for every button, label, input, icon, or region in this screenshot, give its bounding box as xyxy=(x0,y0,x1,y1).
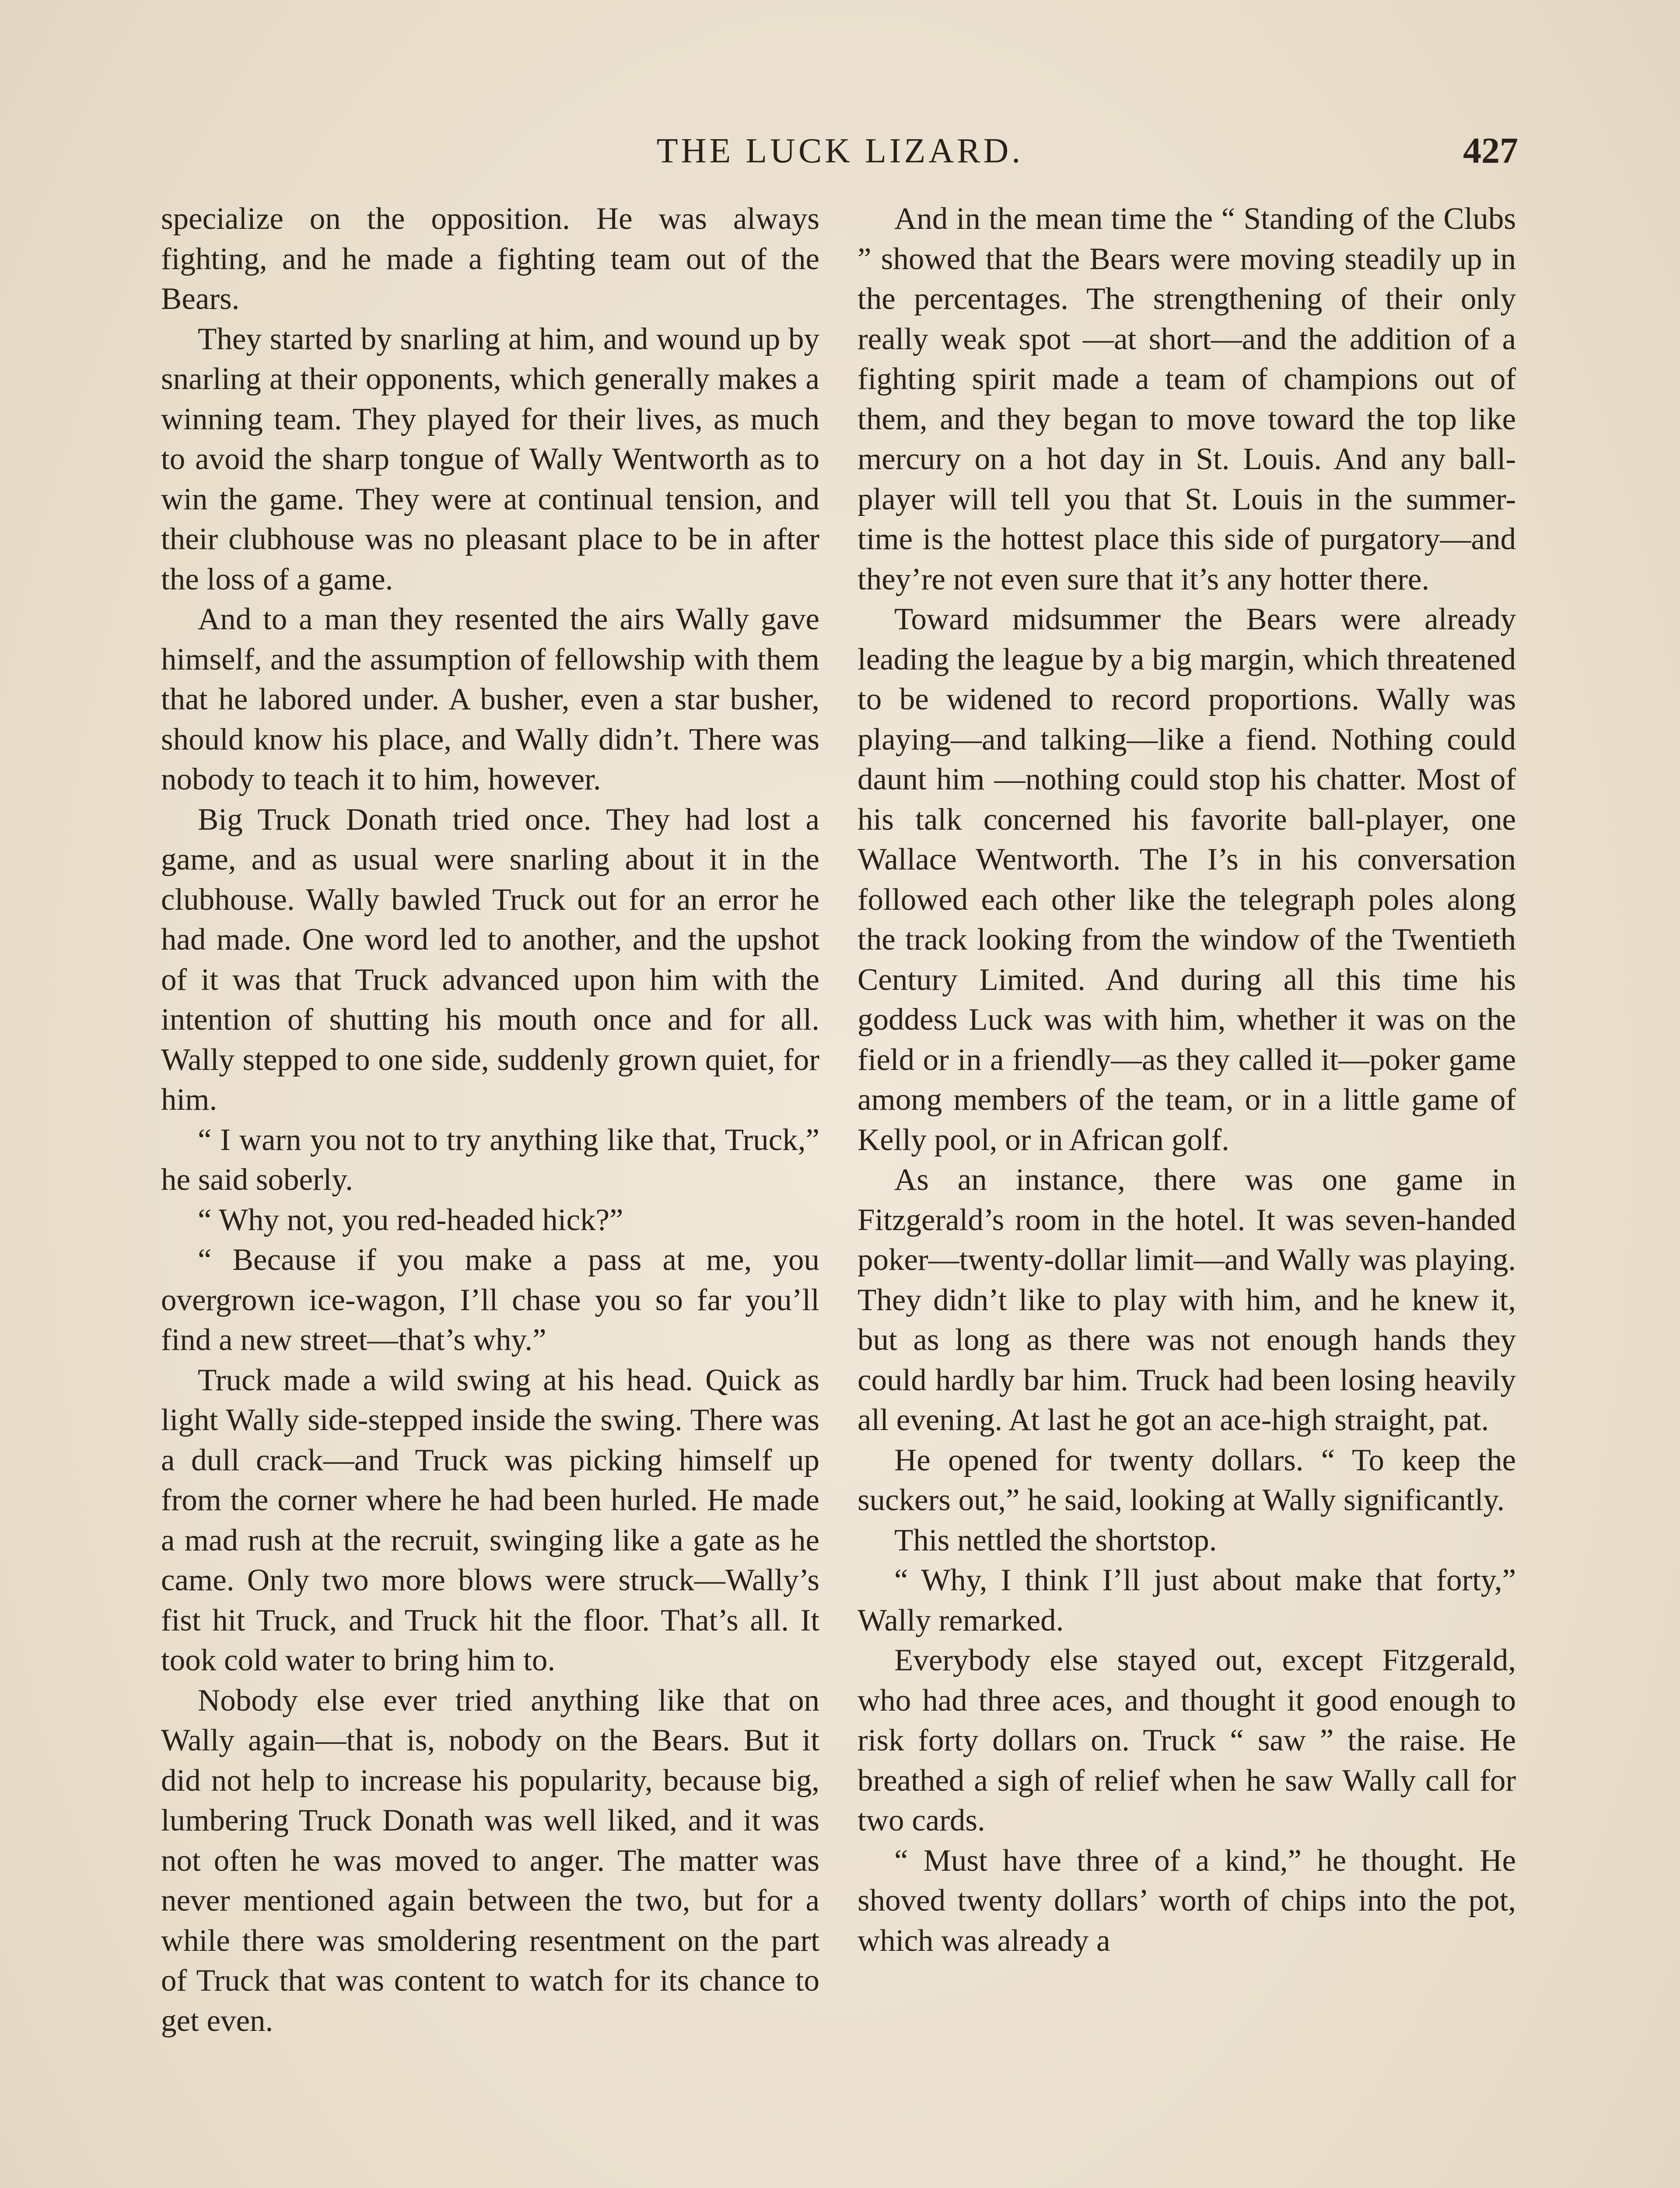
paragraph: “ Why, I think I’ll just about make that forty,” Wally remarked. xyxy=(858,1563,1516,1637)
paragraph: Nobody else ever tried anything like that on Wally again—that is, nobody on the Bears. But it did not help to increase his popularity, because big, lumbering Truck Donath was well liked, and it was not often he was moved to anger. The matter was never mentioned again between the two, but for a while there was smoldering resentment on the part of Truck that was content to watch for its chance to get even. xyxy=(161,1683,819,2038)
paragraph: He opened for twenty dollars. “ To keep the suckers out,” he said, looking at Wally significantly. xyxy=(858,1443,1516,1517)
paragraph: This nettled the shortstop. xyxy=(894,1523,1217,1557)
paragraph: “ I warn you not to try anything like that, Truck,” he said soberly. xyxy=(161,1122,819,1197)
paragraph: “ Must have three of a kind,” he thought. He shoved twenty dollars’ worth of chips into the pot, which was already a xyxy=(858,1843,1516,1958)
page-number: 427 xyxy=(1463,130,1518,171)
paragraph: They started by snarling at him, and wound up by snarling at their opponents, which generally makes a winning team. They played for their lives, as much to avoid the sharp tongue of Wally Wentworth as to win the game. They were at continual tension, and their clubhouse was no pleasant place to be in after the loss of a game. xyxy=(161,322,819,596)
paragraph: Everybody else stayed out, except Fitzgerald, who had three aces, and thought it good enough to risk forty dollars on. Truck “ saw ” the raise. He breathed a sigh of relief when he saw Wally call for two cards. xyxy=(858,1643,1516,1837)
paragraph: And to a man they resented the airs Wally gave himself, and the assumption of fellowship with them that he labored under. A busher, even a star busher, should know his place, and Wally didn’t. There was nobody to teach it to him, however. xyxy=(161,602,819,796)
paragraph: “ Why not, you red-headed hick?” xyxy=(198,1203,623,1237)
paragraph: Truck made a wild swing at his head. Quick as light Wally side-stepped inside the swing. There was a dull crack—and Truck was picking himself up from the corner where he had been hurled. He made a mad rush at the recruit, swinging like a gate as he came. Only two more blows were struck—Wally’s fist hit Truck, and Truck hit the floor. That’s all. It took cold water to bring him to. xyxy=(161,1363,819,1677)
left-column xyxy=(161,199,819,2188)
paragraph: As an instance, there was one game in Fitzgerald’s room in the hotel. It was seven-handed poker—twenty-dollar limit—and Wally was playing. They didn’t like to play with him, and he knew it, but as long as there was not enough hands they could hardly bar him. Truck had been losing heavily all evening. At last he got an ace-high straight, pat. xyxy=(858,1163,1516,1437)
page-header xyxy=(162,127,1518,175)
paragraph: And in the mean time the “ Standing of the Clubs ” showed that the Bears were moving steadily up in the percentages. The strengthening of their only really weak spot —at short—and the addition of a fighting spirit made a team of champions out of them, and they began to move toward the top like mercury on a hot day in St. Louis. And any ball-player will tell you that St. Louis in the summer-time is the hottest place this side of purgatory—and they’re not even sure that it’s any hotter there. xyxy=(858,202,1516,596)
paragraph: Big Truck Donath tried once. They had lost a game, and as usual were snarling about it in the clubhouse. Wally bawled Truck out for an error he had made. One word led to another, and the upshot of it was that Truck advanced upon him with the intention of shutting his mouth once and for all. Wally stepped to one side, suddenly grown quiet, for him. xyxy=(161,802,819,1117)
paragraph: specialize on the opposition. He was always fighting, and he made a fighting team out of the Bears. xyxy=(161,202,819,316)
paragraph: Toward midsummer the Bears were already leading the league by a big margin, which threatened to be widened to record proportions. Wally was playing—and talking—like a fiend. Nothing could daunt him —nothing could stop his chatter. Most of his talk concerned his favorite ball-player, one Wallace Wentworth. The I’s in his conversation followed each other like the telegraph poles along the track looking from the window of the Twentieth Century Limited. And during all this time his goddess Luck was with him, whether it was on the field or in a friendly—as they called it—poker game among members of the team, or in a little game of Kelly pool, or in African golf. xyxy=(858,602,1516,1157)
running-title: THE LUCK LIZARD. xyxy=(656,132,1024,170)
paragraph: “ Because if you make a pass at me, you overgrown ice-wagon, I’ll chase you so far you’ll find a new street—that’s why.” xyxy=(161,1243,819,1357)
right-column xyxy=(858,199,1516,2188)
